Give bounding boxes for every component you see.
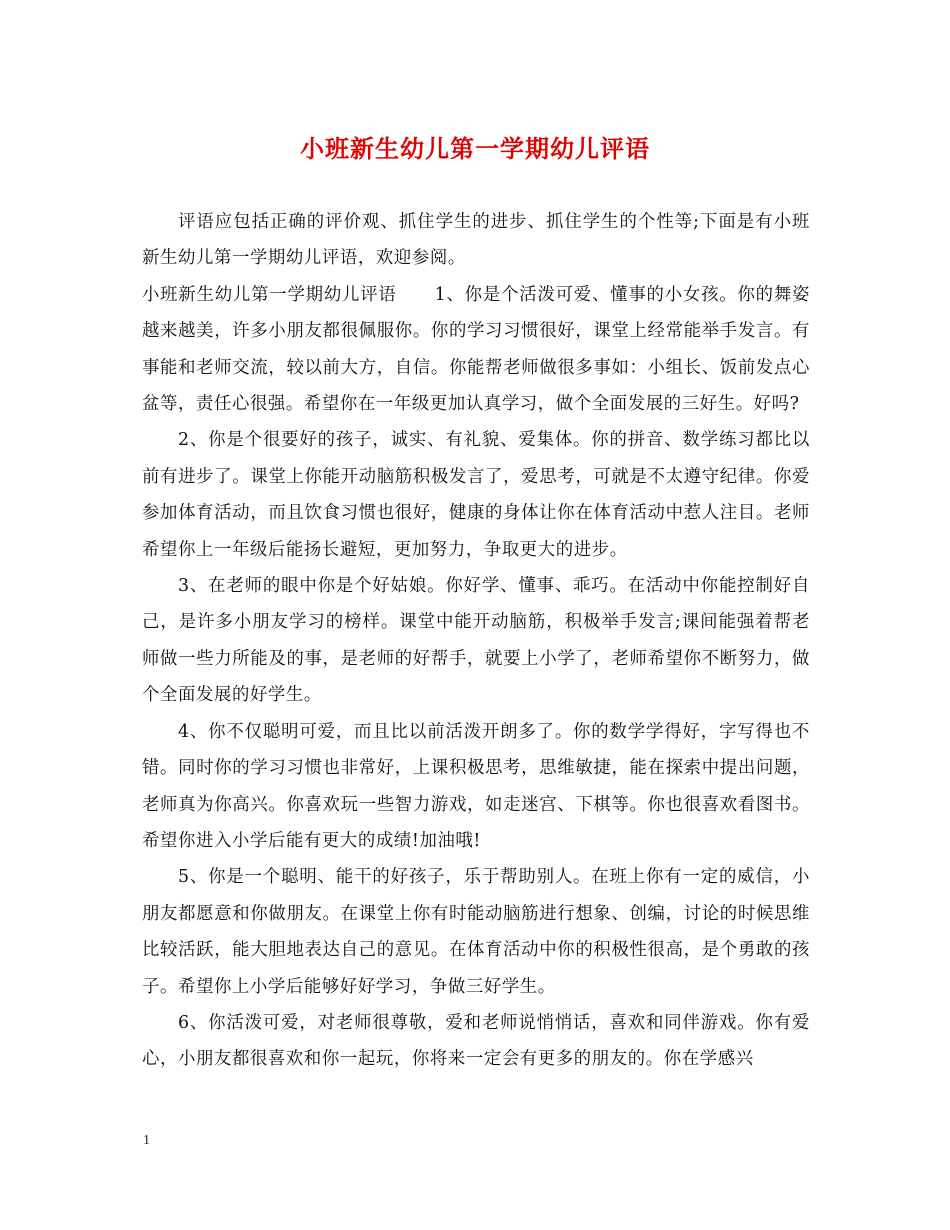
comment-paragraph-2: 2、你是个很要好的孩子，诚实、有礼貌、爱集体。你的拼音、数学练习都比以前有进步了。课堂上你能开动脑筋积极发言了，爱思考，可就是不太遵守纪律。你爱参加体育活动，而且饮食习惯也很好，健康的身体让你在体育活动中惹人注目。老师希望你上一年级后能扬长避短，更加努力，争取更大的进步。 bbox=[142, 430, 810, 560]
comment-paragraph-6: 6、你活泼可爱，对老师很尊敬，爱和老师说悄悄话，喜欢和同伴游戏。你有爱心，小朋友都很喜欢和你一起玩，你将来一定会有更多的朋友的。你在学感兴 bbox=[142, 1012, 810, 1070]
comment-paragraph-5: 5、你是一个聪明、能干的好孩子，乐于帮助别人。在班上你有一定的威信，小朋友都愿意和你做朋友。在课堂上你有时能动脑筋进行想象、创编，讨论的时候思维比较活跃，能大胆地表达自己的意见。在体育活动中你的积极性很高，是个勇敢的孩子。希望你上小学后能够好好学习，争做三好学生。 bbox=[142, 867, 810, 997]
comment-paragraph-4: 4、你不仅聪明可爱，而且比以前活泼开朗多了。你的数学学得好，字写得也不错。同时你的学习习惯也非常好，上课积极思考，思维敏捷，能在探索中提出问题，老师真为你高兴。你喜欢玩一些智力游戏，如走迷宫、下棋等。你也很喜欢看图书。希望你进入小学后能有更大的成绩!加油哦! bbox=[142, 721, 810, 851]
comment-paragraph-3: 3、在老师的眼中你是个好姑娘。你好学、懂事、乖巧。在活动中你能控制好自己，是许多小朋友学习的榜样。课堂中能开动脑筋，积极举手发言;课间能强着帮老师做一些力所能及的事，是老师的好帮手，就要上小学了，老师希望你不断努力，做个全面发展的好学生。 bbox=[142, 576, 810, 706]
intro-paragraph: 评语应包括正确的评价观、抓住学生的进步、抓住学生的个性等;下面是有小班新生幼儿第一学期幼儿评语，欢迎参阅。 bbox=[142, 212, 810, 269]
page-number: 1 bbox=[143, 1133, 150, 1148]
first-comment-paragraph bbox=[142, 277, 810, 423]
page-title: 小班新生幼儿第一学期幼儿评语 bbox=[300, 134, 650, 163]
document-body bbox=[142, 204, 810, 1078]
section-subheading: 小班新生幼儿第一学期幼儿评语 bbox=[142, 284, 397, 305]
comment-paragraph-1: 1、你是个活泼可爱、懂事的小女孩。你的舞姿越来越美，许多小朋友都很佩服你。你的学习习惯很好，课堂上经常能举手发言。有事能和老师交流，较以前大方，自信。你能帮老师做很多事如：小组长、饭前发点心盆等，责任心很强。希望你在一年级更加认真学习，做个全面发展的三好生。好吗? bbox=[142, 284, 810, 415]
